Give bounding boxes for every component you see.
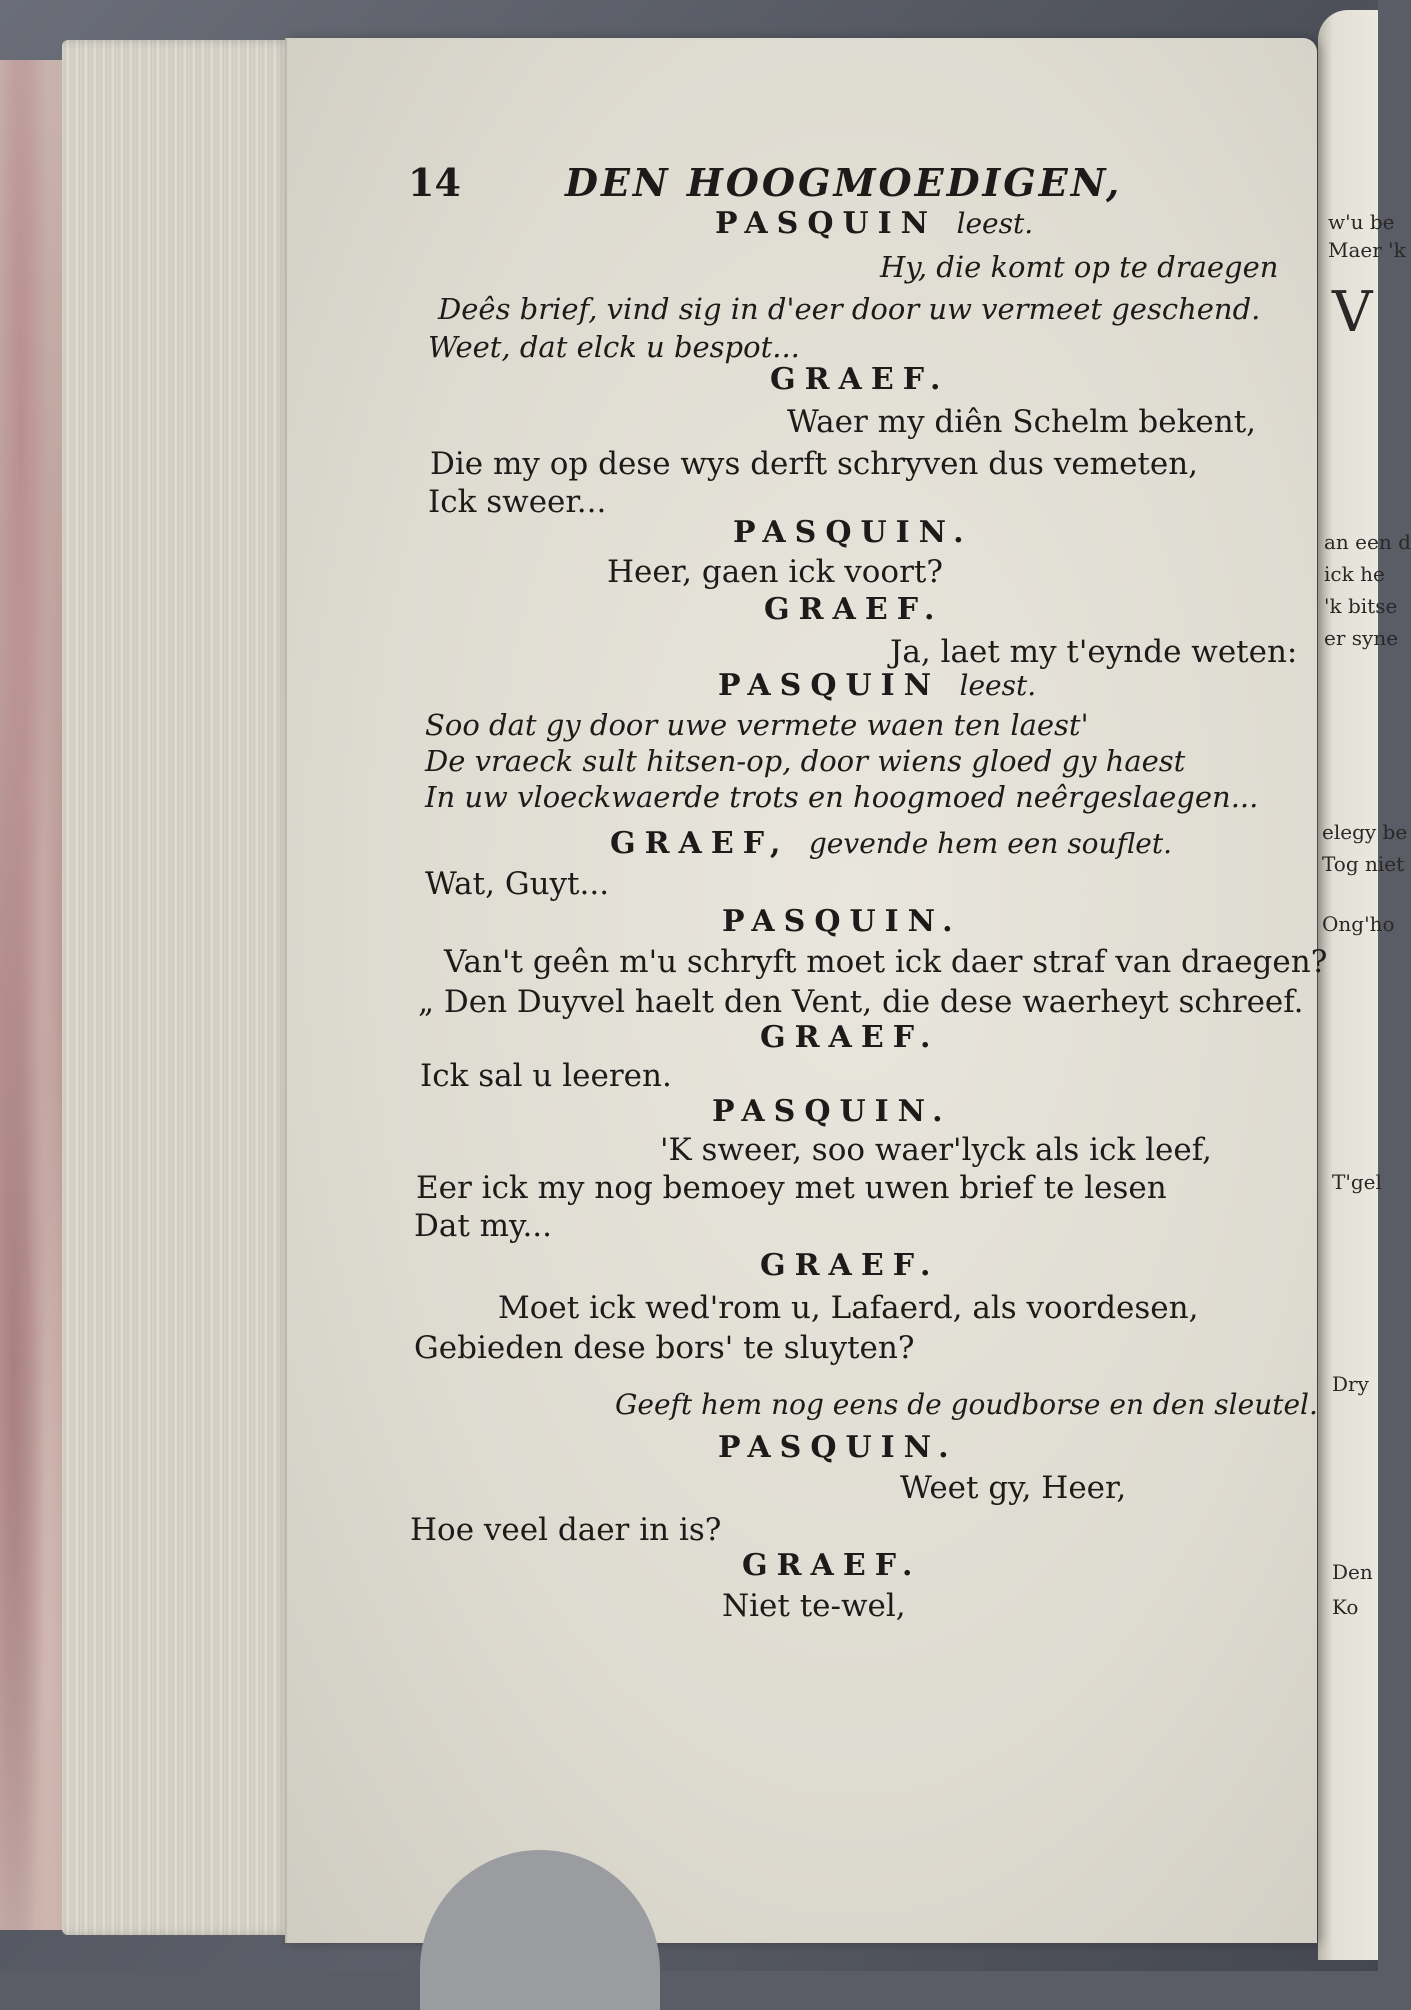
- speaker-heading: [610, 826, 1172, 861]
- speaker-name: PASQUIN: [718, 668, 941, 703]
- facing-page: [1318, 10, 1411, 1960]
- verse-line: Moet ick wed'rom u, Lafaerd, als voordesen,: [498, 1290, 1199, 1326]
- verse-line: Dat my...: [414, 1208, 553, 1244]
- facing-fragment: er syne: [1324, 626, 1399, 650]
- verse-line: Die my op dese wys derft schryven dus vemeten,: [430, 446, 1199, 482]
- verse-line: Soo dat gy door uwe vermete waen ten laest': [425, 708, 1089, 742]
- speaker-heading: [718, 1430, 958, 1465]
- speaker-name: GRAEF.: [760, 1020, 940, 1055]
- speaker-heading: [760, 1248, 939, 1283]
- verse-line: Wat, Guyt...: [425, 866, 610, 902]
- speaker-name: PASQUIN: [715, 206, 938, 241]
- verse-line: Niet te-wel,: [722, 1588, 906, 1624]
- verse-line: Heer, gaen ick voort?: [607, 554, 943, 590]
- facing-fragment: w'u be: [1328, 210, 1395, 234]
- speaker-name: GRAEF,: [610, 826, 790, 861]
- running-head: DEN HOOGMOEDIGEN,: [565, 160, 1123, 205]
- speaker-heading: [722, 904, 962, 939]
- verse-line: Weet, dat elck u bespot...: [428, 330, 800, 364]
- speaker-name: PASQUIN.: [733, 515, 973, 550]
- speaker-heading: [718, 668, 1036, 703]
- verse-line: Ick sweer...: [428, 484, 607, 520]
- speaker-name: GRAEF.: [770, 362, 950, 397]
- verse-line: In uw vloeckwaerde trots en hoogmoed neêrgeslaegen...: [425, 780, 1259, 814]
- facing-fragment: elegy be: [1322, 820, 1408, 844]
- verse-line: 'K sweer, soo waer'lyck als ick leef,: [660, 1132, 1212, 1168]
- page-number: 14: [408, 160, 461, 205]
- speaker-name: PASQUIN.: [722, 904, 962, 939]
- verse-line: „ Den Duyvel haelt den Vent, die dese waerheyt schreef.: [418, 984, 1304, 1020]
- speaker-heading: [742, 1548, 921, 1583]
- verse-line: Van't geên m'u schryft moet ick daer straf van draegen?: [444, 944, 1328, 980]
- speaker-note: gevende hem een souflet.: [808, 827, 1172, 860]
- verse-line: Ja, laet my t'eynde weten:: [890, 634, 1298, 670]
- verse-line: Weet gy, Heer,: [900, 1470, 1127, 1506]
- verse-line: De vraeck sult hitsen-op, door wiens gloed gy haest: [425, 744, 1186, 778]
- speaker-heading: [764, 592, 943, 627]
- verse-line: Gebieden dese bors' te sluyten?: [414, 1330, 915, 1366]
- verse-line: Hy, die komt op te draegen: [880, 250, 1279, 284]
- verse-line: Hoe veel daer in is?: [410, 1512, 722, 1548]
- speaker-name: PASQUIN.: [712, 1094, 952, 1129]
- speaker-name: PASQUIN.: [718, 1430, 958, 1465]
- facing-fragment: Dry: [1332, 1372, 1369, 1396]
- facing-fragment: 'k bitse: [1324, 594, 1398, 618]
- facing-fragment: T'gel: [1332, 1170, 1382, 1194]
- verse-line: Waer my diên Schelm bekent,: [787, 404, 1257, 440]
- page-block-edge: [62, 40, 292, 1935]
- verse-line: Ick sal u leeren.: [420, 1058, 672, 1094]
- speaker-heading: [770, 362, 949, 397]
- verse-line: Eer ick my nog bemoey met uwen brief te lesen: [416, 1170, 1167, 1206]
- speaker-heading: [733, 515, 973, 550]
- speaker-heading: [715, 206, 1033, 241]
- facing-fragment: Ko: [1332, 1595, 1359, 1619]
- speaker-name: GRAEF.: [764, 592, 944, 627]
- speaker-note: leest.: [959, 669, 1037, 702]
- speaker-heading: [760, 1020, 939, 1055]
- facing-fragment: V: [1332, 280, 1373, 345]
- speaker-name: GRAEF.: [742, 1548, 922, 1583]
- facing-fragment: Ong'ho: [1322, 912, 1395, 936]
- facing-fragment: Tog niet: [1322, 852, 1405, 876]
- speaker-heading: [712, 1094, 952, 1129]
- speaker-name: GRAEF.: [760, 1248, 940, 1283]
- verse-line: Deês brief, vind sig in d'eer door uw vermeet geschend.: [438, 292, 1261, 326]
- facing-fragment: Maer 'k: [1328, 238, 1406, 262]
- facing-fragment: ick he: [1324, 562, 1385, 586]
- facing-fragment: an een d: [1324, 530, 1411, 554]
- facing-fragment: Den: [1332, 1560, 1373, 1584]
- stage-direction: Geeft hem nog eens de goudborse en den sleutel.: [615, 1388, 1318, 1421]
- speaker-note: leest.: [956, 207, 1034, 240]
